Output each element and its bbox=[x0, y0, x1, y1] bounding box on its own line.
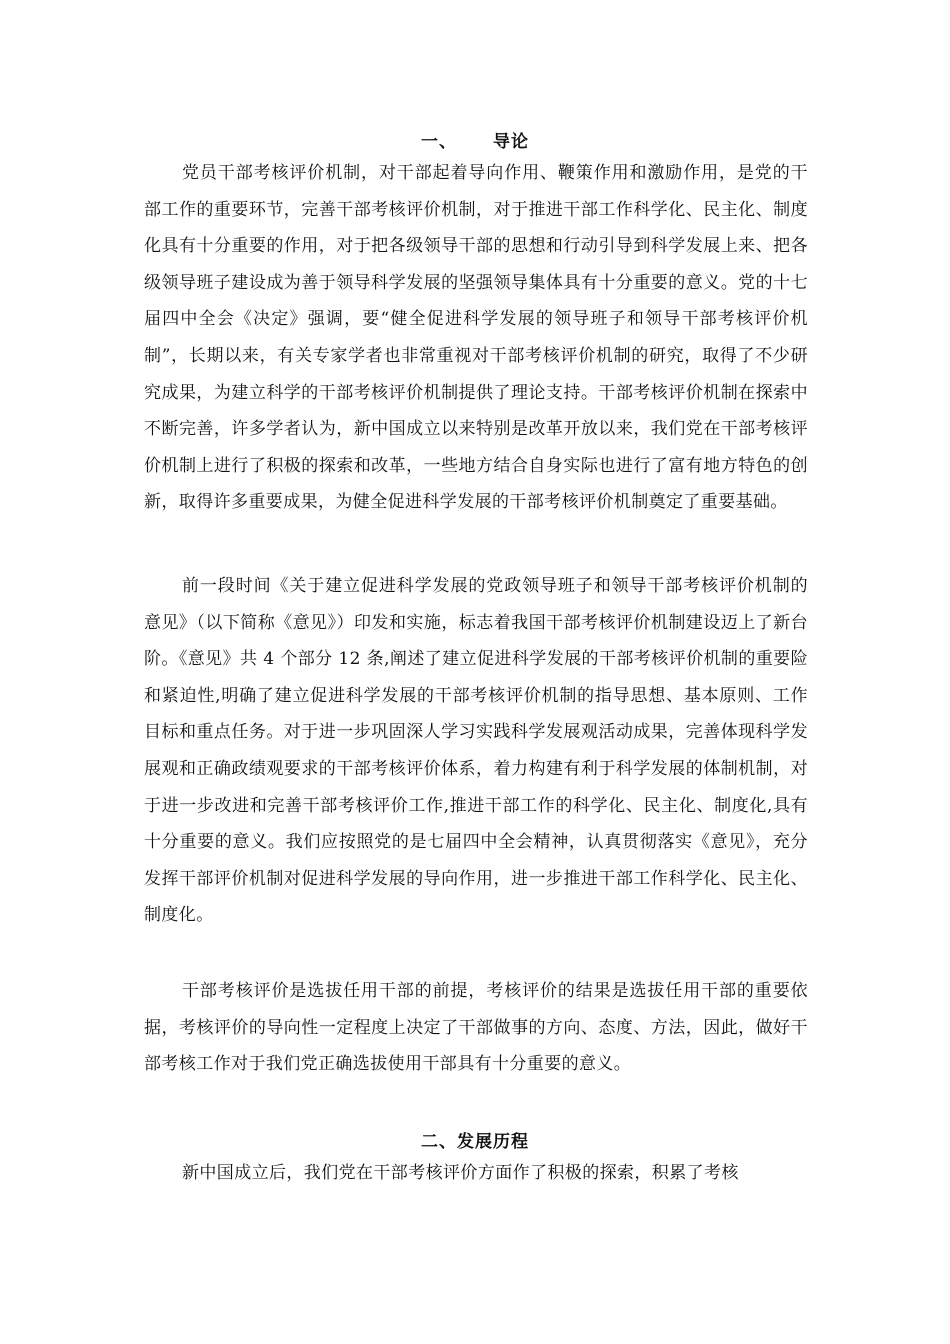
section-heading-history: 二、发展历程 bbox=[421, 1132, 529, 1152]
body-paragraph-2: 前一段时间《关于建立促进科学发展的党政领导班子和领导干部考核评价机制的意见》（以下简称《意见》）印发和实施，标志着我国干部考核评价机制建设迈上了新台阶。《意见》共 4 个部分 12 条,阐述了建立促进科学发展的干部考核评价机制的重要险和紧迫性,明确了建立促进科学发展的干部考核评价机制的指导思想、基本原则、工作目标和重点任务。对于进一步巩固深人学习实践科学发展观活动成果，完善体现科学发展观和正确政绩观要求的干部考核评价体系，着力构建有利于科学发展的体制机制，对于进一步改进和完善干部考核评价工作,推进干部工作的科学化、民主化、制度化,具有十分重要的意义。我们应按照党的是七届四中全会精神，认真贯彻落实《意见》，充分发挥干部评价机制对促进科学发展的导向作用，进一步推进干部工作科学化、民主化、制度化。 bbox=[144, 576, 808, 926]
section-number: 一、 bbox=[421, 132, 457, 152]
body-paragraph-3: 干部考核评价是选拔任用干部的前提，考核评价的结果是选拔任用干部的重要依据，考核评价的导向性一定程度上决定了干部做事的方向、态度、方法，因此，做好干部考核工作对于我们党正确选拔使用干部具有十分重要的意义。 bbox=[144, 981, 808, 1075]
section-title: 导论 bbox=[493, 132, 529, 152]
body-paragraph-1: 党员干部考核评价机制，对干部起着导向作用、鞭策作用和激励作用，是党的干部工作的重要环节，完善干部考核评价机制，对于推进干部工作科学化、民主化、制度化具有十分重要的作用，对于把各级领导干部的思想和行动引导到科学发展上来、把各级领导班子建设成为善于领导科学发展的坚强领导集体具有十分重要的意义。党的十七届四中全会《决定》强调，要“健全促进科学发展的领导班子和领导干部考核评价机制”，长期以来，有关专家学者也非常重视对干部考核评价机制的研究，取得了不少研究成果，为建立科学的干部考核评价机制提供了理论支持。干部考核评价机制在探索中不断完善，许多学者认为，新中国成立以来特别是改革开放以来，我们党在干部考核评价机制上进行了积极的探索和改革，一些地方结合自身实际也进行了富有地方特色的创新，取得许多重要成果，为健全促进科学发展的干部考核评价机制奠定了重要基础。 bbox=[144, 163, 808, 513]
body-paragraph-4: 新中国成立后，我们党在干部考核评价方面作了积极的探索，积累了考核 bbox=[182, 1163, 739, 1183]
section-heading-intro bbox=[0, 127, 950, 152]
